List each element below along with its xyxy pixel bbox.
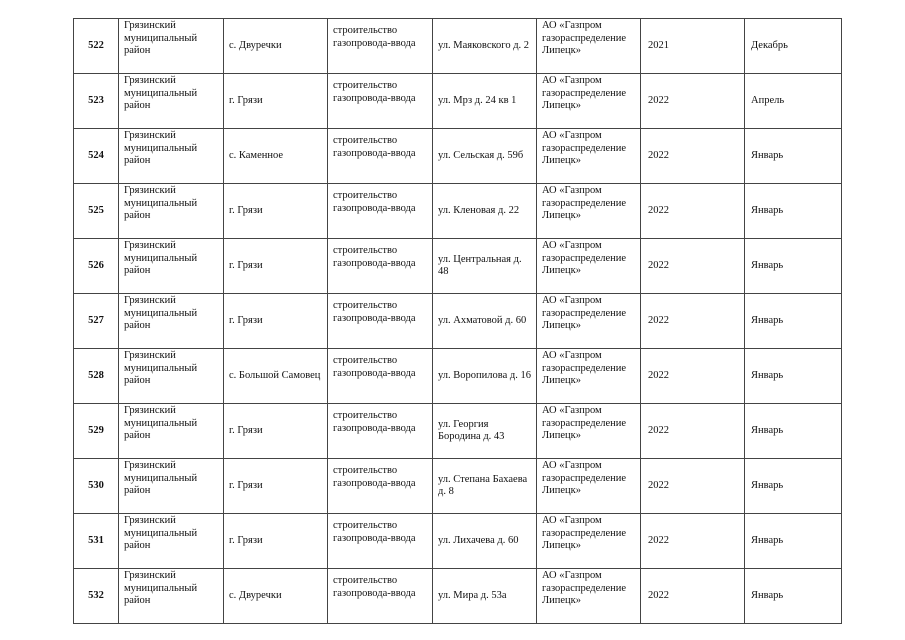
organization-cell: АО «Газпром газораспределение Липецк» — [537, 569, 641, 624]
table-row — [74, 459, 842, 514]
year-cell: 2021 — [641, 19, 745, 74]
address-cell: ул. Мрз д. 24 кв 1 — [433, 74, 537, 129]
table-body — [74, 19, 842, 624]
year-cell: 2022 — [641, 459, 745, 514]
organization-cell: АО «Газпром газораспределение Липецк» — [537, 404, 641, 459]
row-number: 522 — [74, 19, 119, 74]
locality-cell: г. Грязи — [224, 184, 328, 239]
table-row — [74, 294, 842, 349]
row-number: 526 — [74, 239, 119, 294]
row-number: 527 — [74, 294, 119, 349]
table-row — [74, 514, 842, 569]
month-cell: Январь — [745, 459, 842, 514]
district-cell: Грязинский муниципальный район — [119, 459, 224, 514]
work-type-cell: строительство газопровода-ввода — [328, 239, 433, 294]
month-cell: Январь — [745, 129, 842, 184]
district-cell: Грязинский муниципальный район — [119, 129, 224, 184]
locality-cell: с. Двуречки — [224, 569, 328, 624]
district-cell: Грязинский муниципальный район — [119, 514, 224, 569]
district-cell: Грязинский муниципальный район — [119, 349, 224, 404]
address-cell: ул. Воропилова д. 16 — [433, 349, 537, 404]
table-row — [74, 184, 842, 239]
locality-cell: г. Грязи — [224, 514, 328, 569]
address-cell: ул. Мира д. 53а — [433, 569, 537, 624]
locality-cell: г. Грязи — [224, 459, 328, 514]
work-type-cell: строительство газопровода-ввода — [328, 514, 433, 569]
district-cell: Грязинский муниципальный район — [119, 569, 224, 624]
row-number: 525 — [74, 184, 119, 239]
year-cell: 2022 — [641, 239, 745, 294]
work-type-cell: строительство газопровода-ввода — [328, 349, 433, 404]
table-row — [74, 349, 842, 404]
organization-cell: АО «Газпром газораспределение Липецк» — [537, 459, 641, 514]
work-type-cell: строительство газопровода-ввода — [328, 19, 433, 74]
district-cell: Грязинский муниципальный район — [119, 294, 224, 349]
district-cell: Грязинский муниципальный район — [119, 74, 224, 129]
month-cell: Апрель — [745, 74, 842, 129]
district-cell: Грязинский муниципальный район — [119, 239, 224, 294]
district-cell: Грязинский муниципальный район — [119, 19, 224, 74]
locality-cell: с. Большой Самовец — [224, 349, 328, 404]
year-cell: 2022 — [641, 184, 745, 239]
table-row — [74, 74, 842, 129]
address-cell: ул. Сельская д. 59б — [433, 129, 537, 184]
locality-cell: г. Грязи — [224, 294, 328, 349]
month-cell: Январь — [745, 514, 842, 569]
month-cell: Январь — [745, 569, 842, 624]
work-type-cell: строительство газопровода-ввода — [328, 569, 433, 624]
work-type-cell: строительство газопровода-ввода — [328, 404, 433, 459]
year-cell: 2022 — [641, 294, 745, 349]
district-cell: Грязинский муниципальный район — [119, 404, 224, 459]
table-row — [74, 404, 842, 459]
month-cell: Январь — [745, 349, 842, 404]
address-cell: ул. Георгия Бородина д. 43 — [433, 404, 537, 459]
table-row — [74, 239, 842, 294]
work-type-cell: строительство газопровода-ввода — [328, 184, 433, 239]
month-cell: Январь — [745, 184, 842, 239]
locality-cell: г. Грязи — [224, 239, 328, 294]
month-cell: Декабрь — [745, 19, 842, 74]
organization-cell: АО «Газпром газораспределение Липецк» — [537, 349, 641, 404]
row-number: 524 — [74, 129, 119, 184]
gas-connection-schedule-table — [73, 18, 842, 624]
organization-cell: АО «Газпром газораспределение Липецк» — [537, 184, 641, 239]
address-cell: ул. Центральная д. 48 — [433, 239, 537, 294]
locality-cell: г. Грязи — [224, 74, 328, 129]
table-row — [74, 129, 842, 184]
year-cell: 2022 — [641, 129, 745, 184]
locality-cell: с. Двуречки — [224, 19, 328, 74]
month-cell: Январь — [745, 404, 842, 459]
work-type-cell: строительство газопровода-ввода — [328, 129, 433, 184]
row-number: 530 — [74, 459, 119, 514]
year-cell: 2022 — [641, 74, 745, 129]
organization-cell: АО «Газпром газораспределение Липецк» — [537, 74, 641, 129]
organization-cell: АО «Газпром газораспределение Липецк» — [537, 514, 641, 569]
organization-cell: АО «Газпром газораспределение Липецк» — [537, 294, 641, 349]
address-cell: ул. Лихачева д. 60 — [433, 514, 537, 569]
year-cell: 2022 — [641, 514, 745, 569]
address-cell: ул. Ахматовой д. 60 — [433, 294, 537, 349]
year-cell: 2022 — [641, 569, 745, 624]
row-number: 531 — [74, 514, 119, 569]
organization-cell: АО «Газпром газораспределение Липецк» — [537, 129, 641, 184]
row-number: 523 — [74, 74, 119, 129]
address-cell: ул. Степана Бахаева д. 8 — [433, 459, 537, 514]
row-number: 529 — [74, 404, 119, 459]
organization-cell: АО «Газпром газораспределение Липецк» — [537, 19, 641, 74]
organization-cell: АО «Газпром газораспределение Липецк» — [537, 239, 641, 294]
work-type-cell: строительство газопровода-ввода — [328, 294, 433, 349]
address-cell: ул. Маяковского д. 2 — [433, 19, 537, 74]
table-row — [74, 569, 842, 624]
row-number: 528 — [74, 349, 119, 404]
district-cell: Грязинский муниципальный район — [119, 184, 224, 239]
year-cell: 2022 — [641, 404, 745, 459]
year-cell: 2022 — [641, 349, 745, 404]
table-row — [74, 19, 842, 74]
locality-cell: г. Грязи — [224, 404, 328, 459]
work-type-cell: строительство газопровода-ввода — [328, 459, 433, 514]
month-cell: Январь — [745, 294, 842, 349]
locality-cell: с. Каменное — [224, 129, 328, 184]
row-number: 532 — [74, 569, 119, 624]
month-cell: Январь — [745, 239, 842, 294]
address-cell: ул. Кленовая д. 22 — [433, 184, 537, 239]
work-type-cell: строительство газопровода-ввода — [328, 74, 433, 129]
